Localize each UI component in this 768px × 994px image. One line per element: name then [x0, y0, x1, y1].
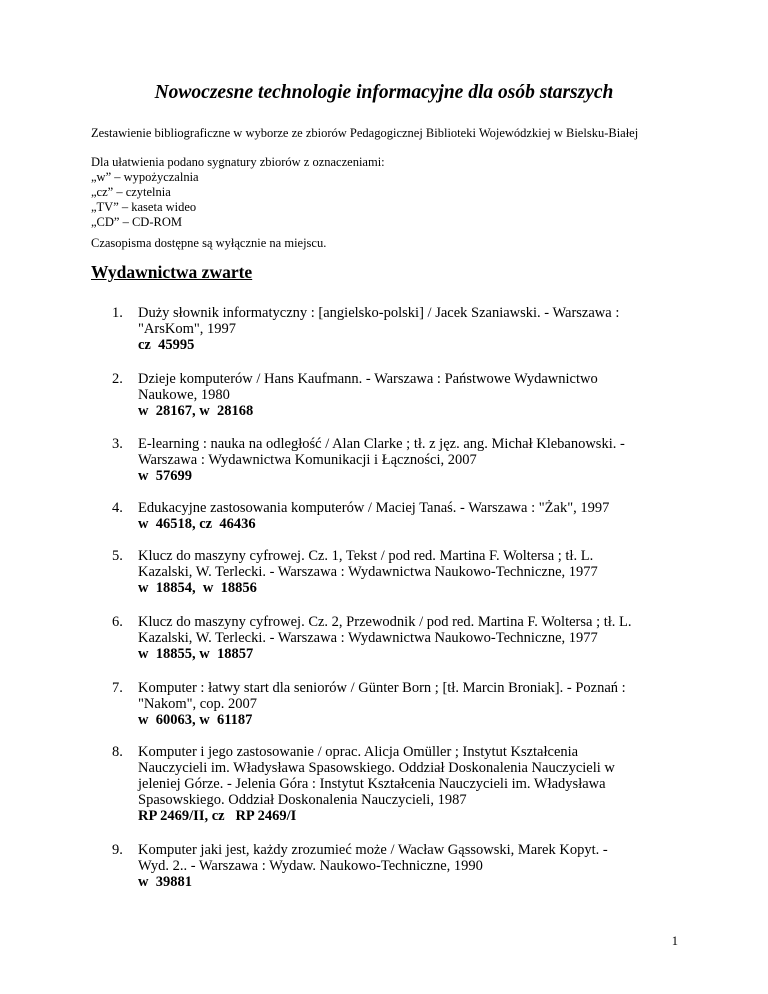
- entry-signature: w 46518, cz 46436: [138, 516, 256, 532]
- entry-description-line: "ArsKom", 1997: [138, 321, 237, 337]
- bibliography-entry: [112, 548, 692, 596]
- entry-number: 3.: [112, 436, 123, 452]
- entry-number: 8.: [112, 744, 123, 760]
- entry-description-line: Spasowskiego. Oddział Doskonalenia Nauczycieli, 1987: [138, 792, 467, 808]
- document-subtitle: Zestawienie bibliograficzne w wyborze ze zbiorów Pedagogicznej Biblioteki Wojewódzkiej w Bielsku-Białej: [91, 126, 639, 140]
- entry-signature: w 60063, w 61187: [138, 712, 253, 728]
- entry-number: 1.: [112, 305, 123, 321]
- legend-item-cd: „CD” – CD-ROM: [91, 215, 182, 229]
- entry-description-line: Klucz do maszyny cyfrowej. Cz. 1, Tekst / pod red. Martina F. Woltersa ; tł. L.: [138, 548, 594, 564]
- bibliography-entry: [112, 680, 692, 728]
- entry-body: [138, 744, 692, 824]
- signature-legend: [91, 155, 385, 230]
- entry-description-line: jeleniej Górze. - Jelenia Góra : Instytut Kształcenia Nauczycieli im. Władysława: [138, 776, 606, 792]
- entry-description-line: Komputer jaki jest, każdy zrozumieć może / Wacław Gąssowski, Marek Kopyt. -: [138, 842, 608, 858]
- entry-number: 4.: [112, 500, 123, 516]
- entry-body: [138, 500, 692, 532]
- legend-item-cz: „cz” – czytelnia: [91, 185, 171, 199]
- entry-description-line: Duży słownik informatyczny : [angielsko-polski] / Jacek Szaniawski. - Warszawa :: [138, 305, 620, 321]
- journals-note: Czasopisma dostępne są wyłącznie na miejscu.: [91, 236, 327, 250]
- entry-description-line: Dzieje komputerów / Hans Kaufmann. - Warszawa : Państwowe Wydawnictwo: [138, 371, 598, 387]
- bibliography-entry: [112, 436, 692, 484]
- entry-signature: w 28167, w 28168: [138, 403, 254, 419]
- bibliography-entry: [112, 744, 692, 824]
- entry-body: [138, 842, 692, 890]
- entry-description-line: Kazalski, W. Terlecki. - Warszawa : Wydawnictwa Naukowo-Techniczne, 1977: [138, 564, 598, 580]
- entry-signature: w 57699: [138, 468, 192, 484]
- entry-description-line: "Nakom", cop. 2007: [138, 696, 257, 712]
- entry-signature: w 39881: [138, 874, 192, 890]
- bibliography-entry: [112, 500, 692, 532]
- page-title: Nowoczesne technologie informacyjne dla osób starszych: [154, 82, 614, 103]
- bibliography-entry: [112, 305, 692, 353]
- entry-description-line: E-learning : nauka na odległość / Alan Clarke ; tł. z jęz. ang. Michał Klebanowski. -: [138, 436, 625, 452]
- entry-body: [138, 371, 692, 419]
- entry-body: [138, 614, 692, 662]
- legend-item-tv: „TV” – kaseta wideo: [91, 200, 197, 214]
- entry-number: 5.: [112, 548, 123, 564]
- bibliography-entry: [112, 371, 692, 419]
- entry-number: 6.: [112, 614, 123, 630]
- page-number: 1: [671, 934, 678, 948]
- entry-number: 2.: [112, 371, 123, 387]
- section-heading: Wydawnictwa zwarte: [91, 262, 253, 282]
- bibliography-entry: [112, 842, 692, 890]
- entry-number: 7.: [112, 680, 123, 696]
- entry-signature: RP 2469/II, cz RP 2469/I: [138, 808, 297, 824]
- entry-body: [138, 305, 692, 353]
- entry-signature: w 18855, w 18857: [138, 646, 254, 662]
- entry-signature: cz 45995: [138, 337, 195, 353]
- entry-description-line: Edukacyjne zastosowania komputerów / Maciej Tanaś. - Warszawa : "Żak", 1997: [138, 500, 610, 516]
- entry-body: [138, 548, 692, 596]
- entry-number: 9.: [112, 842, 123, 858]
- legend-intro: Dla ułatwienia podano sygnatury zbiorów z oznaczeniami:: [91, 155, 385, 169]
- entry-description-line: Klucz do maszyny cyfrowej. Cz. 2, Przewodnik / pod red. Martina F. Woltersa ; tł. L.: [138, 614, 632, 630]
- legend-item-w: „w” – wypożyczalnia: [91, 170, 199, 184]
- entry-description-line: Nauczycieli im. Władysława Spasowskiego. Oddział Doskonalenia Nauczycieli w: [138, 760, 615, 776]
- entry-description-line: Warszawa : Wydawnictwa Komunikacji i Łączności, 2007: [138, 452, 477, 468]
- entry-description-line: Wyd. 2.. - Warszawa : Wydaw. Naukowo-Techniczne, 1990: [138, 858, 483, 874]
- bibliography-entry: [112, 614, 692, 662]
- entry-description-line: Naukowe, 1980: [138, 387, 230, 403]
- entry-description-line: Komputer : łatwy start dla seniorów / Günter Born ; [tł. Marcin Broniak]. - Poznań :: [138, 680, 626, 696]
- entry-description-line: Komputer i jego zastosowanie / oprac. Alicja Omüller ; Instytut Kształcenia: [138, 744, 579, 760]
- entry-description-line: Kazalski, W. Terlecki. - Warszawa : Wydawnictwa Naukowo-Techniczne, 1977: [138, 630, 598, 646]
- entry-signature: w 18854, w 18856: [138, 580, 257, 596]
- entry-body: [138, 436, 692, 484]
- entry-body: [138, 680, 692, 728]
